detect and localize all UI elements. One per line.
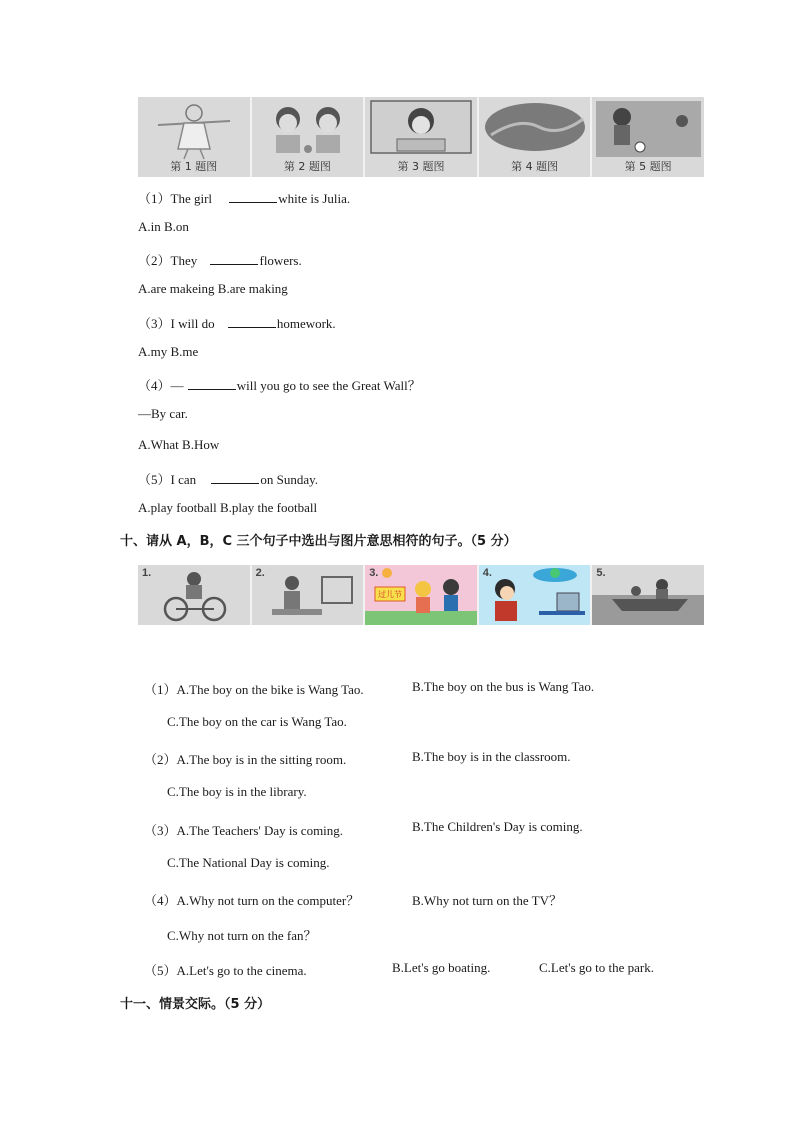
item-number: （4） (144, 893, 177, 908)
picture-5-boating (592, 565, 704, 625)
question-3-options: A.my B.me (138, 344, 199, 359)
question-text-before: I can (170, 472, 200, 487)
section-11-heading: 十一、情景交际。（5 分） (120, 997, 271, 1012)
option-text: A.Why not turn on the computer？ (176, 893, 360, 908)
item-number: （3） (144, 823, 177, 838)
question-number: （4） (138, 378, 171, 393)
item-5-option-a (144, 960, 307, 979)
picture-4-great-wall (479, 97, 593, 177)
item-1-option-b: B.The boy on the bus is Wang Tao. (412, 679, 595, 694)
picture-2-boy-room (252, 565, 366, 625)
panel-number: 4. (482, 567, 492, 579)
panel-number: 2. (255, 567, 265, 579)
question-4-answer: —By car. (138, 406, 188, 421)
banner-text: 过儿节 (378, 590, 403, 599)
question-text-after: homework. (276, 316, 336, 331)
item-4-option-c: C.Why not turn on the fan？ (167, 928, 317, 943)
question-text-before: The girl (170, 191, 216, 206)
picture-caption: 第 1 题图 (170, 160, 218, 173)
answer-blank[interactable] (211, 472, 259, 484)
picture-1-boy-bike (138, 565, 252, 625)
answer-blank[interactable] (228, 316, 276, 328)
question-number: （3） (138, 316, 171, 331)
item-1-option-c: C.The boy on the car is Wang Tao. (167, 714, 347, 729)
picture-caption: 第 4 题图 (511, 160, 559, 173)
panel-number: 1. (142, 567, 152, 579)
boy-on-bike-illustration (138, 565, 251, 625)
picture-3-childrens-day (365, 565, 479, 625)
item-5-option-c: C.Let's go to the park. (539, 960, 654, 975)
question-text-before: — (170, 378, 187, 393)
question-text-after: white is Julia. (278, 191, 351, 206)
boy-in-room-illustration (252, 565, 365, 625)
question-5-options: A.play football B.play the football (138, 500, 318, 515)
question-5 (138, 469, 318, 488)
question-number: （1） (138, 191, 171, 206)
question-1 (138, 188, 350, 207)
picture-3-girl-homework (365, 97, 479, 177)
option-text: A.Let's go to the cinema. (176, 963, 307, 978)
item-2-option-b: B.The boy is in the classroom. (412, 749, 571, 764)
question-number: （5） (138, 472, 171, 487)
picture-caption: 第 2 题图 (283, 160, 331, 173)
picture-caption: 第 3 题图 (397, 160, 445, 173)
answer-blank[interactable] (210, 253, 258, 265)
question-number: （2） (138, 253, 171, 268)
question-2 (138, 250, 302, 269)
question-text-after: flowers. (259, 253, 302, 268)
question-text-after: on Sunday. (260, 472, 319, 487)
item-2-option-c: C.The boy is in the library. (167, 784, 307, 799)
picture-5-football (592, 97, 704, 177)
question-2-options: A.are makeing B.are making (138, 281, 288, 296)
item-3-option-a (144, 820, 343, 839)
question-picture-strip (138, 97, 704, 177)
item-5-option-b: B.Let's go boating. (392, 960, 491, 975)
picture-1-girl-in-white (138, 97, 252, 177)
question-text-before: They (170, 253, 201, 268)
childrens-day-illustration (365, 565, 478, 625)
item-number: （1） (144, 682, 177, 697)
option-text: A.The boy is in the sitting room. (176, 752, 347, 767)
item-2-option-a (144, 749, 346, 768)
question-1-options: A.in B.on (138, 219, 189, 234)
question-4 (138, 375, 421, 394)
item-number: （2） (144, 752, 177, 767)
item-4-option-a (144, 890, 359, 909)
item-4-option-b: B.Why not turn on the TV？ (412, 893, 562, 908)
item-1-option-a (144, 679, 364, 698)
question-text-after: will you go to see the Great Wall？ (236, 378, 421, 393)
option-text: A.The Teachers' Day is coming. (176, 823, 344, 838)
boy-computer-illustration (479, 565, 592, 625)
question-text-before: I will do (170, 316, 218, 331)
item-number: （5） (144, 963, 177, 978)
option-text: A.The boy on the bike is Wang Tao. (176, 682, 364, 697)
item-3-option-b: B.The Children's Day is coming. (412, 819, 583, 834)
panel-number: 5. (596, 567, 606, 579)
section-10-picture-strip (138, 565, 704, 625)
answer-blank[interactable] (229, 191, 277, 203)
picture-2-girls-flowers (252, 97, 366, 177)
picture-caption: 第 5 题图 (624, 160, 672, 173)
picture-4-computer (479, 565, 593, 625)
boating-illustration (592, 565, 704, 625)
panel-number: 3. (369, 567, 379, 579)
section-10-heading: 十、请从 A，B，C 三个句子中选出与图片意思相符的句子。（5 分） (120, 534, 517, 549)
item-3-option-c: C.The National Day is coming. (167, 855, 330, 870)
question-3 (138, 313, 336, 332)
question-4-options: A.What B.How (138, 437, 220, 452)
answer-blank[interactable] (188, 378, 236, 390)
